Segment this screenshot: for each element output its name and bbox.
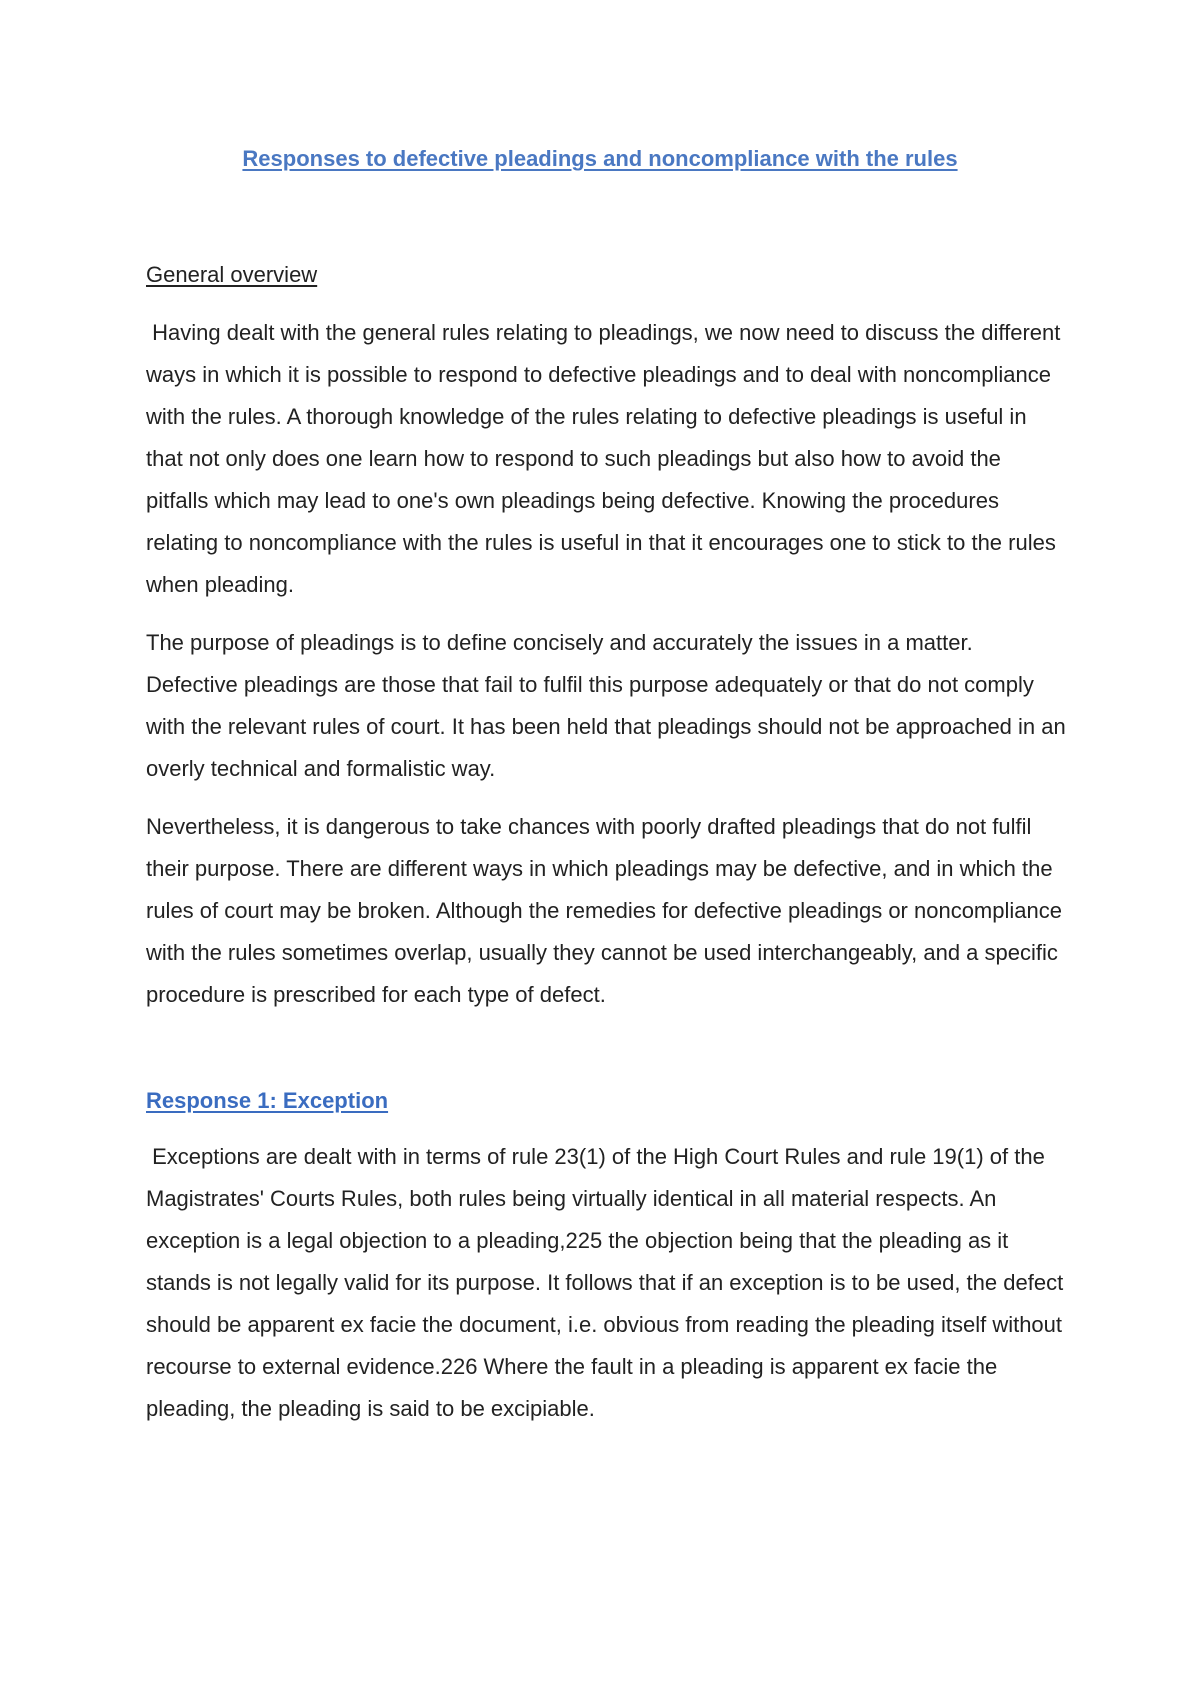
overview-paragraph-3: Nevertheless, it is dangerous to take chances with poorly drafted pleadings that do not fulfil their purpose. There are different ways in which pleadings may be defective, and in which the rules of court may be broken. Although the remedies for defective pleadings or noncompliance with the rules sometimes overlap, usually they cannot be used interchangeably, and a specific procedure is prescribed for each type of defect.: [146, 814, 1069, 1007]
document-title-link[interactable]: Responses to defective pleadings and noncompliance with the rules: [242, 146, 958, 171]
overview-paragraph-1: Having dealt with the general rules relating to pleadings, we now need to discuss the different ways in which it is possible to respond to defective pleadings and to deal with noncompliance with the rules. A thorough knowledge of the rules relating to defective pleadings is useful in that not only does one learn how to respond to such pleadings but also how to avoid the pitfalls which may lead to one's own pleadings being defective. Knowing the procedures relating to noncompliance with the rules is useful in that it encourages one to stick to the rules when pleading.: [146, 320, 1067, 597]
document-body: [146, 260, 1072, 1446]
overview-paragraph-2: The purpose of pleadings is to define concisely and accurately the issues in a matter. Defective pleadings are those that fail to fulfil this purpose adequately or that do not comply with the relevant rules of court. It has been held that pleadings should not be approached in an overly technical and formalistic way.: [146, 630, 1072, 781]
general-overview-heading: General overview: [146, 262, 318, 287]
exception-paragraph-1: Exceptions are dealt with in terms of rule 23(1) of the High Court Rules and rule 19(1) of the Magistrates' Courts Rules, both rules being virtually identical in all material respects. An exception is a legal objection to a pleading,225 the objection being that the pleading as it stands is not legally valid for its purpose. It follows that if an exception is to be used, the defect should be apparent ex facie the document, i.e. obvious from reading the pleading itself without recourse to external evidence.226 Where the fault in a pleading is apparent ex facie the pleading, the pleading is said to be excipiable.: [146, 1144, 1070, 1421]
response-1-exception-heading[interactable]: Response 1: Exception: [146, 1088, 389, 1113]
